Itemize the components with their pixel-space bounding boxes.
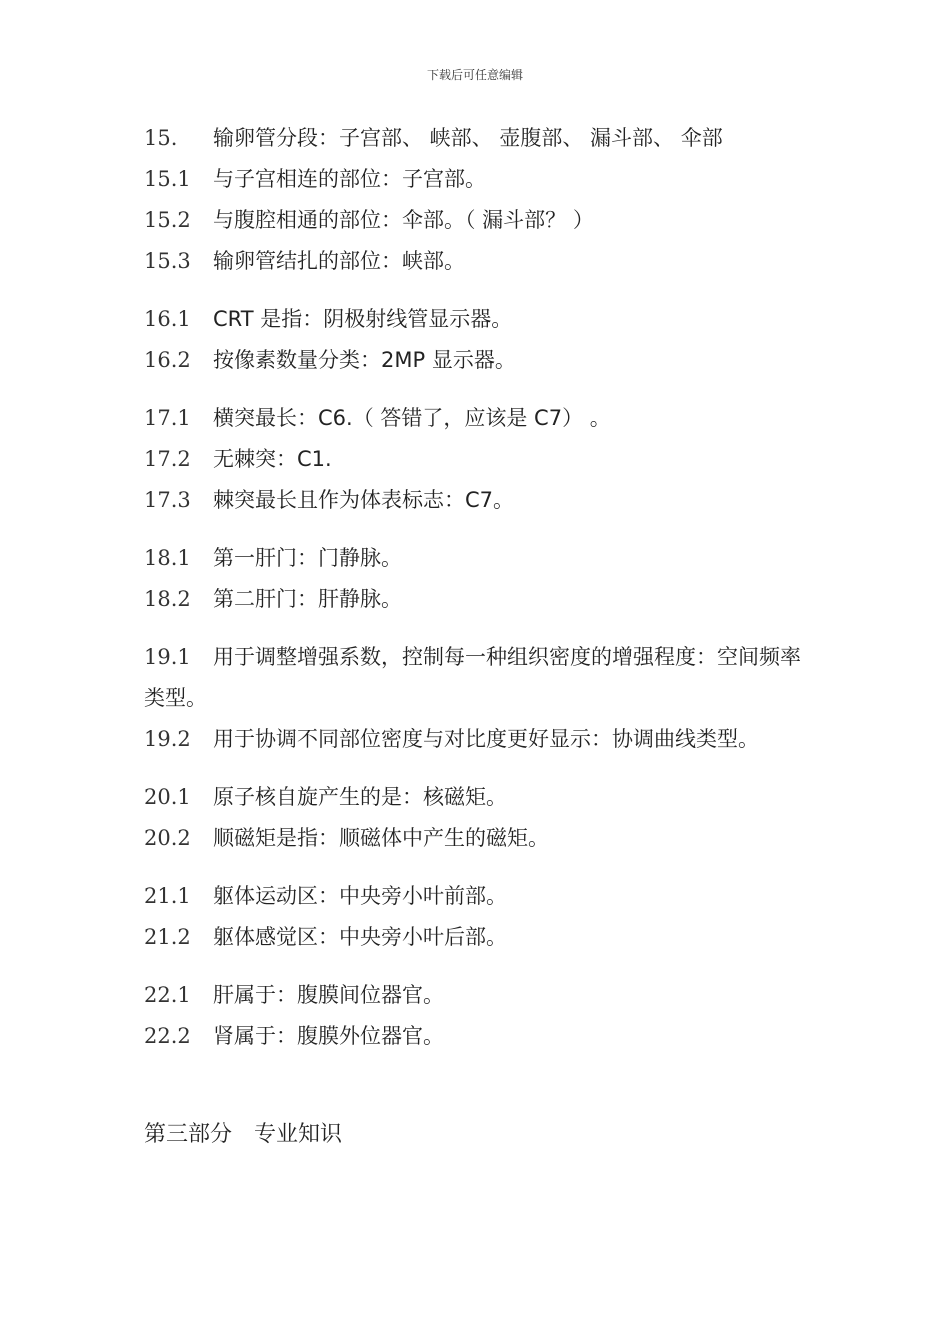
item-number: 15. <box>144 126 178 150</box>
list-item <box>144 818 814 859</box>
item-text: 按像素数量分类：2MP 显示器。 <box>213 348 516 372</box>
item-text: 横突最长：C6.（ 答错了，应该是 C7） 。 <box>213 406 611 430</box>
item-number: 18.1 <box>144 546 191 570</box>
list-item <box>144 975 814 1016</box>
item-text: 躯体运动区：中央旁小叶前部。 <box>213 884 507 908</box>
item-text: 第二肝门：肝静脉。 <box>213 587 402 611</box>
item-number: 21.1 <box>144 884 191 908</box>
list-item <box>144 241 814 282</box>
item-text: 用于调整增强系数，控制每一种组织密度的增强程度：空间频率类型。 <box>144 645 801 710</box>
list-item <box>144 340 814 381</box>
item-group <box>144 299 814 381</box>
list-item <box>144 398 814 439</box>
document-body <box>144 118 814 1057</box>
list-item <box>144 118 814 159</box>
item-number: 22.2 <box>144 1024 191 1048</box>
list-item <box>144 480 814 521</box>
item-text: 躯体感觉区：中央旁小叶后部。 <box>213 925 507 949</box>
item-text: 肾属于：腹膜外位器官。 <box>213 1024 444 1048</box>
item-text: 原子核自旋产生的是：核磁矩。 <box>213 785 507 809</box>
item-number: 16.2 <box>144 348 191 372</box>
item-number: 17.1 <box>144 406 191 430</box>
item-text: 第一肝门：门静脉。 <box>213 546 402 570</box>
item-text: 顺磁矩是指：顺磁体中产生的磁矩。 <box>213 826 549 850</box>
list-item <box>144 637 814 719</box>
item-number: 21.2 <box>144 925 191 949</box>
list-item <box>144 876 814 917</box>
list-item <box>144 719 814 760</box>
item-text: 用于协调不同部位密度与对比度更好显示：协调曲线类型。 <box>213 727 759 751</box>
item-text: 棘突最长且作为体表标志：C7。 <box>213 488 515 512</box>
item-text: CRT 是指：阴极射线管显示器。 <box>213 307 513 331</box>
item-number: 20.2 <box>144 826 191 850</box>
item-number: 17.2 <box>144 447 191 471</box>
item-number: 22.1 <box>144 983 191 1007</box>
item-group <box>144 975 814 1057</box>
list-item <box>144 1016 814 1057</box>
item-number: 18.2 <box>144 587 191 611</box>
item-text: 与腹腔相通的部位：伞部。（ 漏斗部？ ） <box>213 208 594 232</box>
item-group <box>144 876 814 958</box>
item-number: 17.3 <box>144 488 191 512</box>
list-item <box>144 159 814 200</box>
item-text: 肝属于：腹膜间位器官。 <box>213 983 444 1007</box>
item-text: 输卵管分段：子宫部、 峡部、 壶腹部、 漏斗部、 伞部 <box>213 126 723 150</box>
item-number: 15.1 <box>144 167 191 191</box>
item-text: 无棘突：C1. <box>213 447 332 471</box>
list-item <box>144 200 814 241</box>
list-item <box>144 538 814 579</box>
item-number: 20.1 <box>144 785 191 809</box>
item-group <box>144 538 814 620</box>
item-group <box>144 398 814 521</box>
item-number: 15.3 <box>144 249 191 273</box>
item-group <box>144 637 814 760</box>
list-item <box>144 579 814 620</box>
item-text: 与子宫相连的部位：子宫部。 <box>213 167 486 191</box>
list-item <box>144 917 814 958</box>
item-number: 19.2 <box>144 727 191 751</box>
item-number: 15.2 <box>144 208 191 232</box>
item-number: 16.1 <box>144 307 191 331</box>
header-note: 下载后可任意编辑 <box>426 68 523 82</box>
list-item <box>144 439 814 480</box>
item-group <box>144 777 814 859</box>
section-title: 第三部分 专业知识 <box>144 1122 343 1147</box>
list-item <box>144 777 814 818</box>
item-number: 19.1 <box>144 645 191 669</box>
list-item <box>144 299 814 340</box>
item-group <box>144 118 814 282</box>
item-text: 输卵管结扎的部位：峡部。 <box>213 249 465 273</box>
